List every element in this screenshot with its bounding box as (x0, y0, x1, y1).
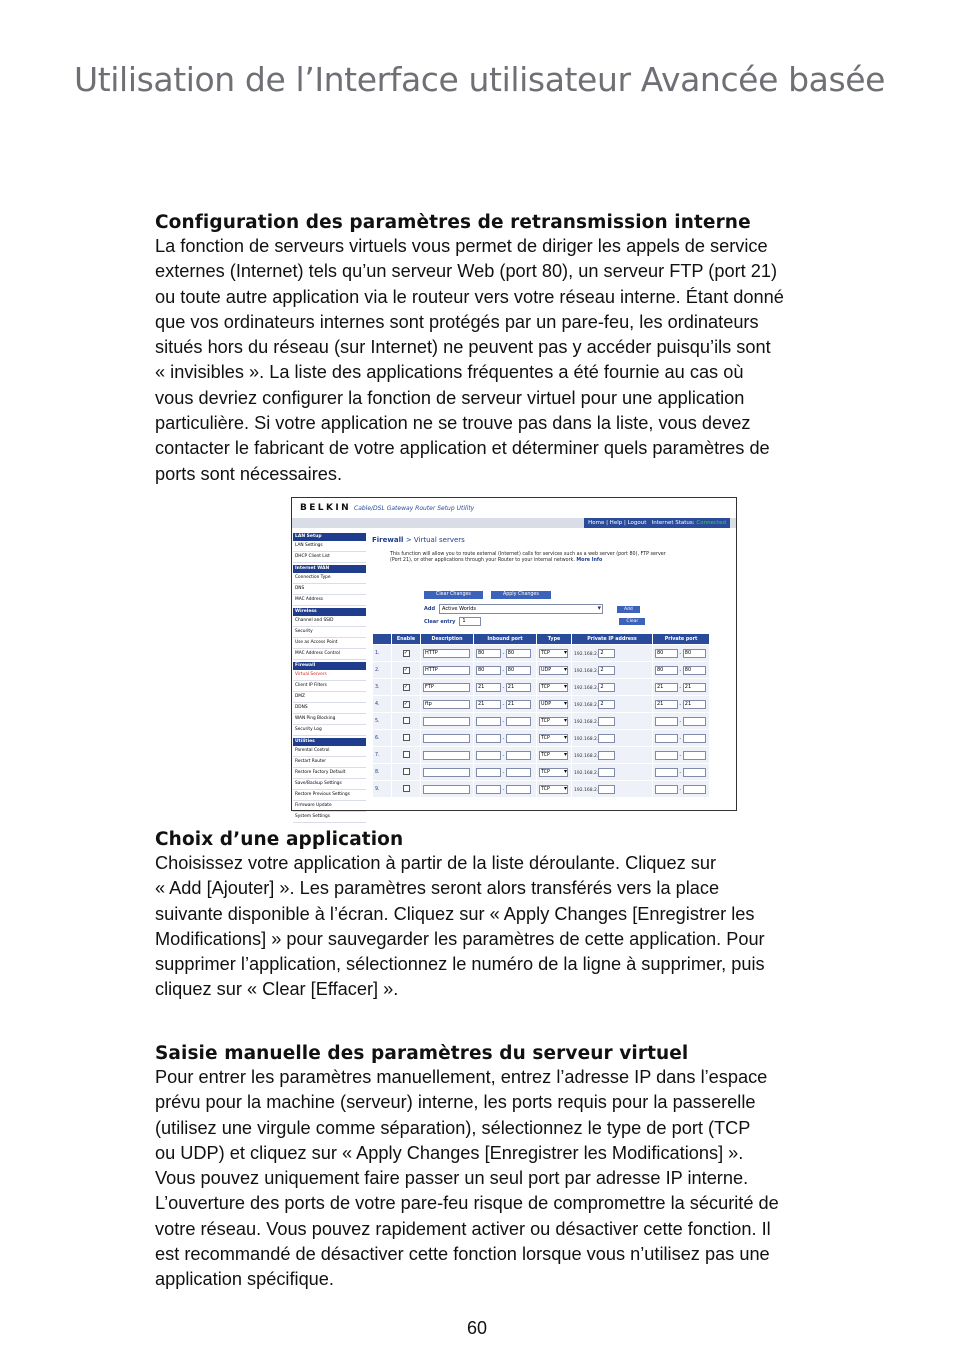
private-ip-cell (572, 764, 652, 780)
type-cell (537, 764, 571, 780)
description-input[interactable] (423, 751, 470, 760)
type-cell (537, 662, 571, 678)
top-links[interactable] (584, 518, 730, 528)
inbound-port-cell: - (474, 747, 536, 763)
table-row (373, 764, 709, 780)
private-port-start[interactable]: 21 (655, 700, 678, 709)
inbound-port-end[interactable]: 21 (506, 700, 531, 709)
sidebar-item[interactable]: DHCP Client List (293, 552, 366, 563)
row-number: 8. (373, 764, 391, 780)
sidebar-item[interactable]: Client IP Filters (293, 681, 366, 692)
text-line: suivante disponible à l’écran. Cliquez sur « Apply Changes [Enregistrer les (155, 903, 755, 924)
sidebar-item[interactable]: Security (293, 627, 366, 638)
ip-prefix: 192.168.2. (574, 719, 599, 725)
enable-cell (392, 747, 420, 763)
type-cell (537, 645, 571, 661)
private-ip-cell (572, 747, 652, 763)
private-port-start[interactable]: 80 (655, 649, 678, 658)
sidebar-item[interactable]: DDNS (293, 703, 366, 714)
enable-cell (392, 730, 420, 746)
row-number: 4. (373, 696, 391, 712)
apply-changes-button[interactable]: Apply Changes (491, 591, 551, 599)
private-port-start[interactable]: 21 (655, 683, 678, 692)
description-text: This function will allow you to route external (Internet) calls for services such as a web server (port 80), FTP server (Port 21), or other applications through your Router to your internal network. (390, 552, 666, 563)
description-cell (421, 662, 473, 678)
sidebar-item[interactable]: Save/Backup Settings (293, 779, 366, 790)
text-line: cliquez sur « Clear [Effacer] ». (155, 979, 399, 1000)
inbound-port-cell: - (474, 781, 536, 797)
type-select[interactable]: TCP ▾ (539, 717, 568, 726)
text-line: que vos ordinateurs internes sont protégés par un pare-feu, les ordinateurs (155, 311, 759, 332)
inbound-port-end[interactable] (506, 785, 531, 794)
type-cell (537, 696, 571, 712)
description-cell (421, 713, 473, 729)
sidebar-item[interactable]: DNS (293, 584, 366, 595)
belkin-logo: BELKIN (300, 503, 351, 513)
inbound-port-end[interactable] (506, 734, 531, 743)
sidebar-item[interactable]: Parental Control (293, 746, 366, 757)
type-select[interactable]: UDP ▾ (539, 666, 568, 675)
section-paragraph (155, 1065, 875, 1293)
inbound-port-start[interactable]: 80 (476, 649, 501, 658)
private-ip-input[interactable]: 2 (598, 700, 615, 709)
type-select[interactable]: TCP ▾ (539, 751, 568, 760)
private-port-cell: 80 - 80 (653, 662, 709, 678)
section-retransmission (155, 212, 875, 487)
text-line: prévu pour la machine (serveur) interne, les ports requis pour la passerelle (155, 1092, 756, 1113)
private-port-end[interactable] (683, 717, 706, 726)
type-select[interactable]: TCP ▾ (539, 649, 568, 658)
table-row (373, 679, 709, 695)
private-port-end[interactable] (683, 734, 706, 743)
private-ip-cell (572, 662, 652, 678)
private-port-cell: - (653, 730, 709, 746)
section-choix (155, 829, 875, 1003)
type-cell (537, 730, 571, 746)
description-cell (421, 679, 473, 695)
inbound-port-cell: 21 - 21 (474, 679, 536, 695)
inbound-port-start[interactable] (476, 717, 501, 726)
text-line: L’ouverture des ports de votre pare-feu risque de compromettre la sécurité de (155, 1193, 779, 1214)
enable-checkbox[interactable] (403, 785, 410, 792)
text-line: (utilisez une virgule comme séparation), sélectionnez le type de port (TCP (155, 1117, 751, 1138)
text-line: ou UDP) et cliquez sur « Apply Changes [Enregistrer les Modifications] ». (155, 1142, 744, 1163)
router-main (372, 536, 732, 564)
clear-button[interactable]: Clear (619, 618, 645, 625)
table-row (373, 713, 709, 729)
inbound-port-start[interactable]: 21 (476, 683, 501, 692)
description-cell (421, 764, 473, 780)
router-tagline: Cable/DSL Gateway Router Setup Utility (354, 504, 475, 512)
private-port-start[interactable]: 80 (655, 666, 678, 675)
inbound-port-start[interactable] (476, 785, 501, 794)
description-input[interactable] (423, 785, 470, 794)
text-line: « invisibles ». La liste des applications fréquentes a été fournie au cas où (155, 362, 744, 383)
action-buttons (424, 591, 551, 599)
sidebar-group-header: LAN Setup (293, 533, 366, 541)
status-label: Internet Status: (651, 520, 695, 526)
sidebar-group-header: Internet WAN (293, 565, 366, 573)
inbound-port-cell: 80 - 80 (474, 662, 536, 678)
sidebar-item[interactable]: WAN Ping Blocking (293, 714, 366, 725)
ip-prefix: 192.168.2. (574, 736, 599, 742)
breadcrumb (372, 536, 732, 544)
text-line: ou toute autre application via le routeur vers votre réseau interne. Étant donné (155, 286, 784, 307)
clear-entry-label: Clear entry (424, 618, 456, 625)
column-header: Inbound port (474, 634, 536, 644)
row-number: 3. (373, 679, 391, 695)
inbound-port-end[interactable]: 21 (506, 683, 531, 692)
inbound-port-start[interactable]: 80 (476, 666, 501, 675)
inbound-port-end[interactable] (506, 717, 531, 726)
sidebar-item[interactable]: Restart Router (293, 757, 366, 768)
sidebar-group-header: Utilities (293, 738, 366, 746)
ip-prefix: 192.168.2. (574, 651, 599, 657)
row-number: 5. (373, 713, 391, 729)
private-port-end[interactable]: 21 (683, 683, 706, 692)
table-row (373, 645, 709, 661)
page-description (390, 552, 670, 564)
sidebar-item[interactable]: MAC Address (293, 595, 366, 606)
table-row (373, 747, 709, 763)
section-paragraph (155, 234, 875, 487)
enable-cell (392, 662, 420, 678)
enable-checkbox[interactable]: ✓ (403, 683, 409, 690)
breadcrumb-page: > Virtual servers (405, 536, 465, 544)
section-heading: Configuration des paramètres de retransmission interne (155, 212, 751, 233)
column-header (373, 634, 391, 644)
text-line: est recommandé de désactiver cette fonction lorsque vous n’utilisez pas une (155, 1244, 770, 1265)
private-port-end[interactable]: 80 (683, 649, 706, 658)
row-number: 2. (373, 662, 391, 678)
private-ip-cell (572, 696, 652, 712)
add-button[interactable]: Add (617, 606, 640, 613)
sidebar-group-header: Firewall (293, 662, 366, 670)
enable-checkbox[interactable] (403, 717, 410, 724)
enable-cell (392, 696, 420, 712)
private-ip-cell (572, 679, 652, 695)
enable-cell (392, 764, 420, 780)
private-ip-input[interactable] (598, 768, 615, 777)
private-port-start[interactable] (655, 751, 678, 760)
section-saisie (155, 1043, 875, 1293)
column-header: Enable (392, 634, 420, 644)
text-line: ports sont nécessaires. (155, 463, 343, 484)
type-select[interactable]: UDP ▾ (539, 700, 568, 709)
sidebar-item[interactable]: System Settings (293, 812, 366, 823)
add-row (424, 604, 640, 614)
private-port-start[interactable] (655, 768, 678, 777)
inbound-port-cell: - (474, 730, 536, 746)
type-select[interactable]: TCP ▾ (539, 683, 568, 692)
sidebar-item[interactable]: MAC Address Control (293, 649, 366, 660)
private-port-cell: - (653, 781, 709, 797)
sidebar-item[interactable]: Channel and SSID (293, 616, 366, 627)
description-input[interactable] (423, 717, 470, 726)
text-line: vous devriez configurer la fonction de serveur virtuel pour une application (155, 387, 745, 408)
private-port-end[interactable] (683, 768, 706, 777)
private-ip-cell (572, 781, 652, 797)
top-links-text[interactable]: Home | Help | Logout (588, 520, 647, 526)
row-number: 1. (373, 645, 391, 661)
column-header: Private port (653, 634, 709, 644)
clear-changes-button[interactable]: Clear Changes (424, 591, 483, 599)
text-line: Choisissez votre application à partir de la liste déroulante. Cliquez sur (155, 853, 717, 873)
private-ip-cell (572, 730, 652, 746)
add-label: Add (424, 606, 436, 612)
text-line: supprimer l’application, sélectionnez le numéro de la ligne à supprimer, puis (155, 954, 765, 975)
text-line: Pour entrer les paramètres manuellement, entrez l’adresse IP dans l’espace (155, 1067, 768, 1087)
section-paragraph (155, 851, 875, 1003)
type-select[interactable]: TCP ▾ (539, 768, 568, 777)
type-select[interactable]: TCP ▾ (539, 785, 568, 794)
text-line: externes (Internet) tels qu’un serveur Web (port 80), un serveur FTP (port 21) (155, 261, 778, 282)
sidebar-item[interactable]: Firmware Update (293, 801, 366, 812)
table-row (373, 662, 709, 678)
ip-prefix: 192.168.2. (574, 787, 599, 793)
sidebar-item[interactable]: LAN Settings (293, 541, 366, 552)
private-ip-input[interactable] (598, 717, 615, 726)
table-row (373, 730, 709, 746)
private-ip-cell (572, 645, 652, 661)
type-select[interactable]: TCP ▾ (539, 734, 568, 743)
private-port-cell: - (653, 764, 709, 780)
description-cell (421, 696, 473, 712)
private-ip-input[interactable] (598, 785, 615, 794)
enable-checkbox[interactable] (403, 734, 410, 741)
private-port-start[interactable] (655, 734, 678, 743)
table-row (373, 781, 709, 797)
private-port-cell: 21 - 21 (653, 696, 709, 712)
private-ip-input[interactable]: 2 (598, 683, 615, 692)
private-port-start[interactable] (655, 717, 678, 726)
sidebar-item[interactable]: Virtual Servers (293, 670, 366, 681)
description-cell (421, 730, 473, 746)
inbound-port-end[interactable]: 80 (506, 666, 531, 675)
application-select[interactable]: Active Worlds ▾ (439, 604, 603, 614)
inbound-port-end[interactable] (506, 751, 531, 760)
section-heading: Choix d’une application (155, 829, 404, 850)
description-input[interactable]: HTTP (423, 666, 470, 675)
ip-prefix: 192.168.2. (574, 668, 599, 674)
clear-entry-row (424, 617, 645, 626)
inbound-port-start[interactable] (476, 751, 501, 760)
description-cell (421, 645, 473, 661)
inbound-port-start[interactable] (476, 734, 501, 743)
breadcrumb-section[interactable]: Firewall (372, 536, 404, 544)
enable-checkbox[interactable] (403, 751, 410, 758)
type-cell (537, 679, 571, 695)
sidebar-item[interactable]: Use as Access Point (293, 638, 366, 649)
enable-cell (392, 781, 420, 797)
enable-checkbox[interactable]: ✓ (403, 666, 409, 673)
status-value: Connected (696, 520, 726, 526)
type-cell (537, 713, 571, 729)
section-heading: Saisie manuelle des paramètres du serveur virtuel (155, 1043, 689, 1064)
inbound-port-start[interactable] (476, 768, 501, 777)
row-number: 9. (373, 781, 391, 797)
type-cell (537, 747, 571, 763)
text-line: « Add [Ajouter] ». Les paramètres seront alors transférés vers la place (155, 878, 720, 899)
sidebar-item[interactable]: Connection Type (293, 573, 366, 584)
private-port-start[interactable] (655, 785, 678, 794)
inbound-port-cell: 21 - 21 (474, 696, 536, 712)
ip-prefix: 192.168.2. (574, 753, 599, 759)
sidebar-group-header: Wireless (293, 608, 366, 616)
inbound-port-start[interactable]: 21 (476, 700, 501, 709)
text-line: Vous pouvez uniquement faire passer un seul port par adresse IP interne. (155, 1168, 749, 1189)
private-port-cell: 80 - 80 (653, 645, 709, 661)
private-port-end[interactable] (683, 751, 706, 760)
more-info-link[interactable]: More Info (576, 558, 603, 563)
router-header (292, 498, 736, 519)
row-number: 6. (373, 730, 391, 746)
router-sidebar (293, 531, 366, 823)
private-port-cell: - (653, 713, 709, 729)
text-line: La fonction de serveurs virtuels vous permet de diriger les appels de service (155, 236, 768, 256)
private-ip-input[interactable]: 2 (598, 666, 615, 675)
description-input[interactable]: ftp (423, 700, 470, 709)
page-number: 60 (466, 1318, 488, 1338)
router-topbar (292, 518, 736, 528)
sidebar-item[interactable]: DMZ (293, 692, 366, 703)
inbound-port-end[interactable]: 80 (506, 649, 531, 658)
enable-cell (392, 645, 420, 661)
private-ip-input[interactable] (598, 734, 615, 743)
text-line: Modifications] » pour sauvegarder les paramètres de cette application. Pour (155, 928, 765, 949)
row-number: 7. (373, 747, 391, 763)
description-cell (421, 747, 473, 763)
private-port-end[interactable] (683, 785, 706, 794)
sidebar-item[interactable]: Restore Previous Settings (293, 790, 366, 801)
ip-prefix: 192.168.2. (574, 685, 599, 691)
sidebar-item[interactable]: Restore Factory Default (293, 768, 366, 779)
text-line: particulière. Si votre application ne se trouve pas dans la liste, vous devez (155, 413, 751, 434)
description-input[interactable]: HTTP (423, 649, 470, 658)
column-header: Description (421, 634, 473, 644)
table-row (373, 696, 709, 712)
text-line: contacter le fabricant de votre application et déterminer quels paramètres de (155, 438, 770, 459)
private-ip-input[interactable] (598, 751, 615, 760)
inbound-port-cell: 80 - 80 (474, 645, 536, 661)
type-cell (537, 781, 571, 797)
description-input[interactable]: FTP (423, 683, 470, 692)
enable-cell (392, 713, 420, 729)
inbound-port-cell: - (474, 713, 536, 729)
description-input[interactable] (423, 768, 470, 777)
enable-cell (392, 679, 420, 695)
private-port-cell: 21 - 21 (653, 679, 709, 695)
sidebar-item[interactable]: Security Log (293, 725, 366, 736)
virtual-servers-table (372, 633, 710, 798)
description-cell (421, 781, 473, 797)
text-line: application spécifique. (155, 1269, 334, 1290)
ip-prefix: 192.168.2. (574, 702, 599, 708)
ip-prefix: 192.168.2. (574, 770, 599, 776)
text-line: votre réseau. Vous pouvez rapidement activer ou désactiver cette fonction. Il (155, 1218, 771, 1239)
private-ip-cell (572, 713, 652, 729)
private-port-end[interactable]: 21 (683, 700, 706, 709)
column-header: Type (537, 634, 571, 644)
clear-entry-select[interactable]: 1 (459, 617, 481, 626)
inbound-port-end[interactable] (506, 768, 531, 777)
enable-checkbox[interactable]: ✓ (403, 649, 409, 656)
description-input[interactable] (423, 734, 470, 743)
enable-checkbox[interactable] (403, 768, 410, 775)
table-header-row (373, 634, 709, 644)
enable-checkbox[interactable]: ✓ (403, 700, 409, 707)
router-screenshot (291, 497, 737, 819)
private-port-end[interactable]: 80 (683, 666, 706, 675)
private-port-cell: - (653, 747, 709, 763)
column-header: Private IP address (572, 634, 652, 644)
text-line: situés hors du réseau (sur Internet) ne peuvent pas y accéder puisqu’ils sont (155, 337, 771, 358)
private-ip-input[interactable]: 2 (598, 649, 615, 658)
page-title: Utilisation de l’Interface utilisateur Avancée basée (74, 60, 886, 99)
inbound-port-cell: - (474, 764, 536, 780)
